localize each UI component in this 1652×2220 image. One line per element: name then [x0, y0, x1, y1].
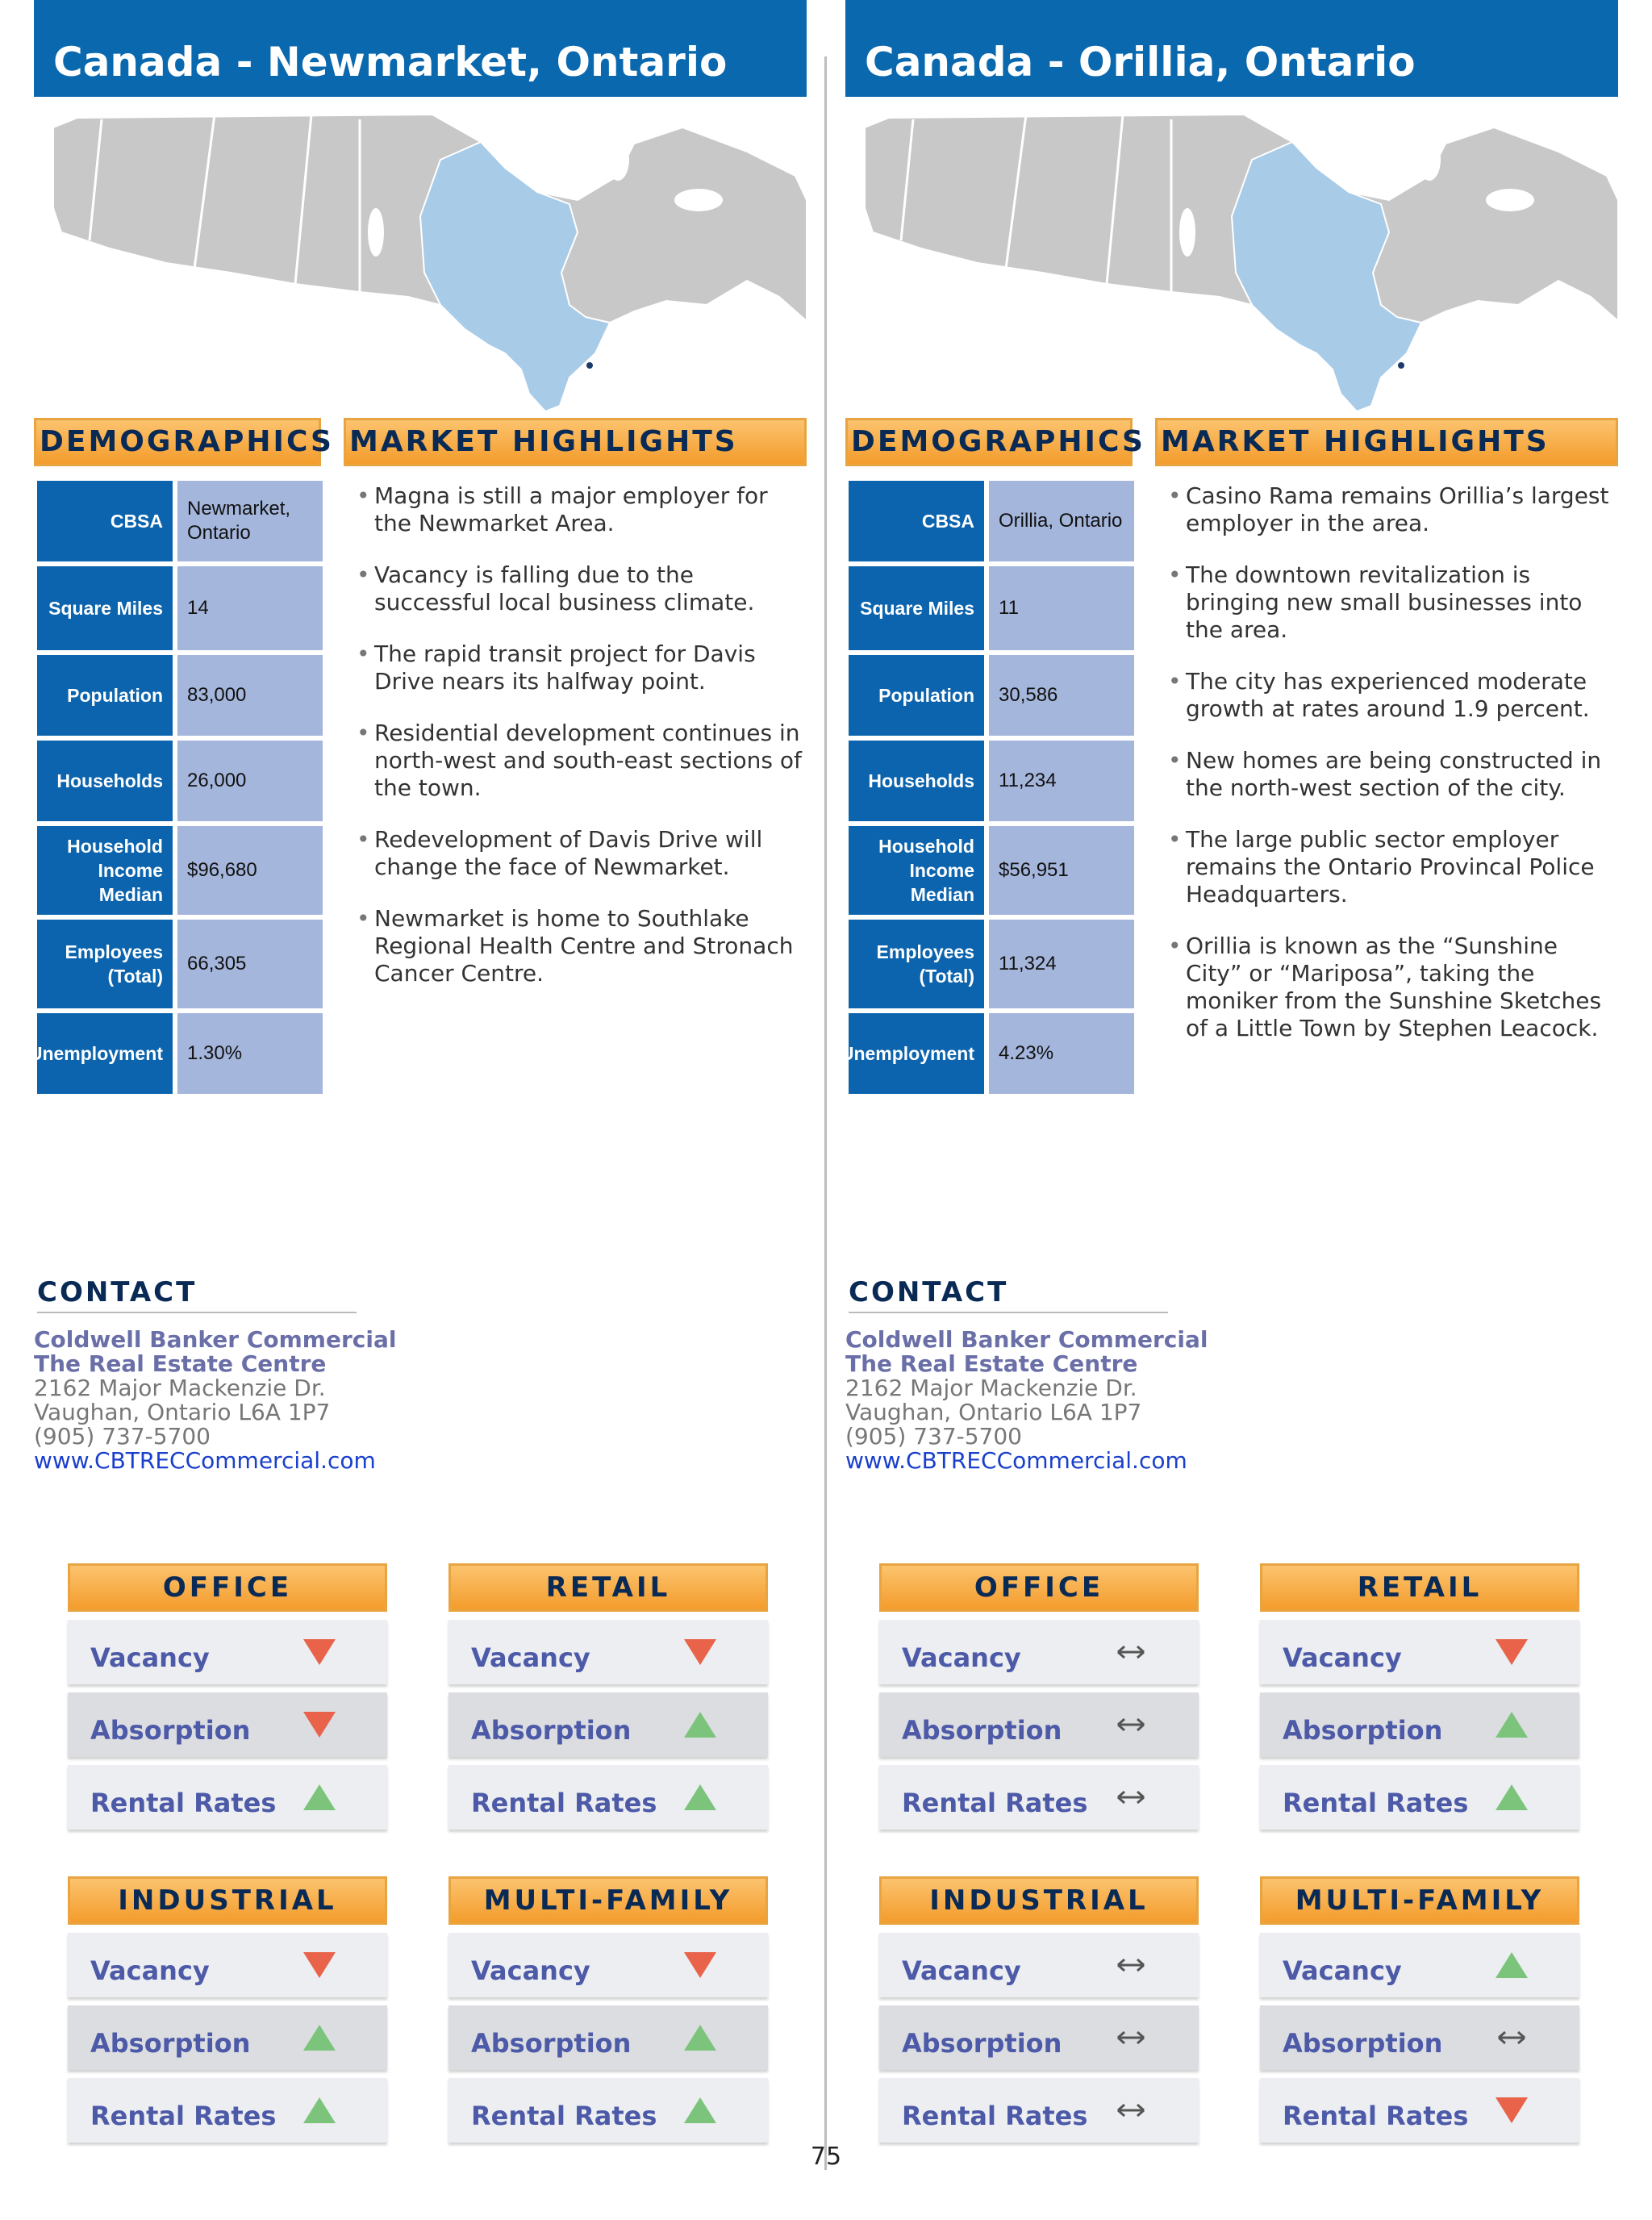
trend-label: Absorption	[1283, 1715, 1443, 1746]
demographics-label: Household Income Median	[849, 826, 984, 915]
demographics-value: 1.30%	[177, 1013, 323, 1094]
demographics-value: Newmarket, Ontario	[177, 481, 323, 561]
trend-label: Rental Rates	[90, 2101, 277, 2131]
trend-label: Absorption	[471, 1715, 632, 1746]
trend-row	[68, 1692, 387, 1757]
trend-row	[1260, 1933, 1579, 1997]
trend-row	[1260, 1692, 1579, 1757]
trend-flat-icon	[1113, 2094, 1149, 2126]
demographics-value: $96,680	[177, 826, 323, 915]
trend-up-icon	[302, 2022, 337, 2054]
contact-address-line2: Vaughan, Ontario L6A 1P7	[34, 1399, 331, 1425]
panel-title: MULTI-FAMILY	[448, 1876, 768, 1925]
panel-title: RETAIL	[1260, 1563, 1579, 1612]
demographics-value: 66,305	[177, 920, 323, 1008]
trend-label: Vacancy	[902, 1642, 1021, 1673]
trend-flat-icon	[1113, 1636, 1149, 1668]
trend-up-icon	[682, 2022, 718, 2054]
trend-label: Absorption	[902, 2028, 1062, 2059]
contact-website-link[interactable]: www.CBTRECCommercial.com	[845, 1447, 1187, 1474]
trend-label: Vacancy	[1283, 1955, 1402, 1986]
trend-row	[879, 2078, 1199, 2143]
highlight-item: • New homes are being constructed in the north-west section of the city.	[1168, 747, 1620, 802]
contact-office: The Real Estate Centre	[34, 1350, 327, 1377]
trend-label: Rental Rates	[1283, 1788, 1469, 1818]
highlight-item: • Vacancy is falling due to the successful local business climate.	[357, 561, 808, 616]
trend-row	[1260, 2078, 1579, 2143]
demographics-value: 11,234	[989, 741, 1134, 821]
trend-label: Rental Rates	[902, 1788, 1088, 1818]
trend-up-icon	[302, 1781, 337, 1813]
trend-label: Rental Rates	[1283, 2101, 1469, 2131]
demographics-value: 11	[989, 566, 1134, 650]
contact-address-line1: 2162 Major Mackenzie Dr.	[34, 1375, 326, 1401]
trend-row	[68, 1620, 387, 1684]
highlight-item: • Orillia is known as the “Sunshine City” or “Mariposa”, taking the moniker from the Sunshine Sketches of a Little Town by Stephen Leacock.	[1168, 933, 1620, 1042]
trend-up-icon	[302, 2094, 337, 2126]
highlight-item: • Magna is still a major employer for the Newmarket Area.	[357, 482, 808, 537]
trend-flat-icon	[1113, 1781, 1149, 1813]
market-highlights-header: MARKET HIGHLIGHTS	[1155, 418, 1618, 466]
panel-title: RETAIL	[448, 1563, 768, 1612]
trend-label: Vacancy	[471, 1955, 590, 1986]
highlight-item: • Redevelopment of Davis Drive will change the face of Newmarket.	[357, 826, 808, 881]
demographics-row	[849, 655, 1134, 736]
demographics-row	[840, 1013, 1134, 1094]
panel-title: INDUSTRIAL	[68, 1876, 387, 1925]
highlight-item: • The downtown revitalization is bringing new small businesses into the area.	[1168, 561, 1620, 644]
trend-label: Rental Rates	[471, 1788, 657, 1818]
demographics-label: Households	[849, 741, 984, 821]
multi-family-panel	[448, 1876, 768, 2143]
contact-header: CONTACT	[849, 1276, 1168, 1313]
trend-row	[1260, 1765, 1579, 1830]
contact-block	[845, 1328, 1208, 1473]
multi-family-panel	[1260, 1876, 1579, 2143]
trend-label: Absorption	[90, 2028, 251, 2059]
trend-row	[68, 1933, 387, 1997]
demographics-value: 26,000	[177, 741, 323, 821]
trend-flat-icon	[1113, 1949, 1149, 1981]
trend-label: Vacancy	[90, 1955, 210, 1986]
demographics-value: 4.23%	[989, 1013, 1134, 1094]
demographics-label: CBSA	[849, 481, 984, 561]
trend-label: Vacancy	[90, 1642, 210, 1673]
demographics-label: Unemployment	[849, 1013, 984, 1094]
contact-block	[34, 1328, 396, 1473]
trend-down-icon	[1494, 2094, 1529, 2126]
trend-down-icon	[302, 1709, 337, 1741]
contact-phone: (905) 737-5700	[34, 1423, 211, 1450]
trend-down-icon	[302, 1949, 337, 1981]
demographics-row	[37, 655, 323, 736]
demographics-row	[37, 566, 323, 650]
trend-down-icon	[1494, 1636, 1529, 1668]
highlight-item: • The rapid transit project for Davis Drive nears its halfway point.	[357, 641, 808, 695]
contact-phone: (905) 737-5700	[845, 1423, 1022, 1450]
trend-down-icon	[682, 1636, 718, 1668]
panel-title: INDUSTRIAL	[879, 1876, 1199, 1925]
location-marker	[1398, 362, 1404, 369]
demographics-row	[849, 741, 1134, 821]
demographics-label: CBSA	[37, 481, 173, 561]
trend-label: Absorption	[1283, 2028, 1443, 2059]
city-title: Canada - Newmarket, Ontario	[34, 0, 807, 97]
trend-label: Absorption	[902, 1715, 1062, 1746]
contact-address-line2: Vaughan, Ontario L6A 1P7	[845, 1399, 1142, 1425]
trend-label: Absorption	[471, 2028, 632, 2059]
contact-header: CONTACT	[37, 1276, 357, 1313]
trend-up-icon	[682, 2094, 718, 2126]
trend-flat-icon	[1113, 2022, 1149, 2054]
contact-website-link[interactable]: www.CBTRECCommercial.com	[34, 1447, 376, 1474]
trend-row	[448, 1765, 768, 1830]
demographics-row	[849, 481, 1134, 561]
demographics-label: Employees (Total)	[849, 920, 984, 1008]
retail-panel	[1260, 1563, 1579, 1830]
contact-company: Coldwell Banker Commercial	[845, 1326, 1208, 1353]
demographics-row	[37, 741, 323, 821]
demographics-label: Square Miles	[37, 566, 173, 650]
panel-title: OFFICE	[879, 1563, 1199, 1612]
demographics-value: 14	[177, 566, 323, 650]
trend-row	[68, 2078, 387, 2143]
retail-panel	[448, 1563, 768, 1830]
demographics-label: Employees (Total)	[37, 920, 173, 1008]
highlight-item: • The large public sector employer remains the Ontario Provincal Police Headquarters.	[1168, 826, 1620, 908]
market-highlights-list	[357, 482, 808, 1012]
trend-row	[448, 1692, 768, 1757]
trend-up-icon	[682, 1709, 718, 1741]
demographics-header: DEMOGRAPHICS	[845, 418, 1133, 466]
demographics-row	[849, 566, 1134, 650]
page-number: 75	[810, 2143, 842, 2171]
trend-row	[1260, 1620, 1579, 1684]
industrial-panel	[68, 1876, 387, 2143]
city-title: Canada - Orillia, Ontario	[845, 0, 1618, 97]
trend-up-icon	[1494, 1781, 1529, 1813]
canada-map	[865, 111, 1618, 411]
demographics-table	[28, 481, 323, 1099]
demographics-label: Households	[37, 741, 173, 821]
highlight-item: • Newmarket is home to Southlake Regional Health Centre and Stronach Cancer Centre.	[357, 905, 808, 987]
demographics-value: Orillia, Ontario	[989, 481, 1134, 561]
trend-flat-icon	[1113, 1709, 1149, 1741]
demographics-row	[37, 481, 323, 561]
panel-title: MULTI-FAMILY	[1260, 1876, 1579, 1925]
trend-label: Rental Rates	[90, 1788, 277, 1818]
trend-row	[448, 1933, 768, 1997]
trend-down-icon	[682, 1949, 718, 1981]
trend-flat-icon	[1494, 2022, 1529, 2054]
demographics-row	[849, 920, 1134, 1008]
trend-label: Vacancy	[471, 1642, 590, 1673]
demographics-label: Population	[849, 655, 984, 736]
trend-row	[879, 1692, 1199, 1757]
highlight-item: • The city has experienced moderate growth at rates around 1.9 percent.	[1168, 668, 1620, 723]
contact-address-line1: 2162 Major Mackenzie Dr.	[845, 1375, 1137, 1401]
trend-row	[879, 1933, 1199, 1997]
trend-row	[68, 1765, 387, 1830]
trend-row	[448, 1620, 768, 1684]
trend-up-icon	[1494, 1709, 1529, 1741]
trend-row	[879, 1765, 1199, 1830]
highlight-item: • Residential development continues in north-west and south-east sections of the town.	[357, 720, 808, 802]
demographics-value: 11,324	[989, 920, 1134, 1008]
trend-label: Rental Rates	[471, 2101, 657, 2131]
demographics-value: $56,951	[989, 826, 1134, 915]
demographics-row	[37, 826, 323, 915]
demographics-row	[37, 920, 323, 1008]
contact-office: The Real Estate Centre	[845, 1350, 1138, 1377]
demographics-table	[840, 481, 1134, 1099]
demographics-value: 83,000	[177, 655, 323, 736]
demographics-label: Unemployment	[37, 1013, 173, 1094]
industrial-panel	[879, 1876, 1199, 2143]
demographics-label: Population	[37, 655, 173, 736]
orillia-column	[840, 0, 1620, 2220]
trend-row	[448, 2005, 768, 2070]
canada-map	[53, 111, 807, 411]
trend-row	[448, 2078, 768, 2143]
trend-row	[879, 2005, 1199, 2070]
trend-label: Vacancy	[902, 1955, 1021, 1986]
column-divider	[824, 56, 827, 2170]
trend-row	[68, 2005, 387, 2070]
trend-down-icon	[302, 1636, 337, 1668]
demographics-value: 30,586	[989, 655, 1134, 736]
trend-label: Vacancy	[1283, 1642, 1402, 1673]
highlight-item: • Casino Rama remains Orillia’s largest employer in the area.	[1168, 482, 1620, 537]
trend-label: Rental Rates	[902, 2101, 1088, 2131]
market-highlights-list	[1168, 482, 1620, 1066]
trend-row	[1260, 2005, 1579, 2070]
location-marker	[586, 362, 593, 369]
trend-up-icon	[1494, 1949, 1529, 1981]
demographics-row	[849, 826, 1134, 915]
trend-label: Absorption	[90, 1715, 251, 1746]
office-panel	[879, 1563, 1199, 1830]
demographics-label: Household Income Median	[37, 826, 173, 915]
market-highlights-header: MARKET HIGHLIGHTS	[344, 418, 807, 466]
office-panel	[68, 1563, 387, 1830]
demographics-row	[28, 1013, 323, 1094]
demographics-label: Square Miles	[849, 566, 984, 650]
trend-row	[879, 1620, 1199, 1684]
trend-up-icon	[682, 1781, 718, 1813]
newmarket-column	[28, 0, 808, 2220]
panel-title: OFFICE	[68, 1563, 387, 1612]
contact-company: Coldwell Banker Commercial	[34, 1326, 397, 1353]
demographics-header: DEMOGRAPHICS	[34, 418, 321, 466]
